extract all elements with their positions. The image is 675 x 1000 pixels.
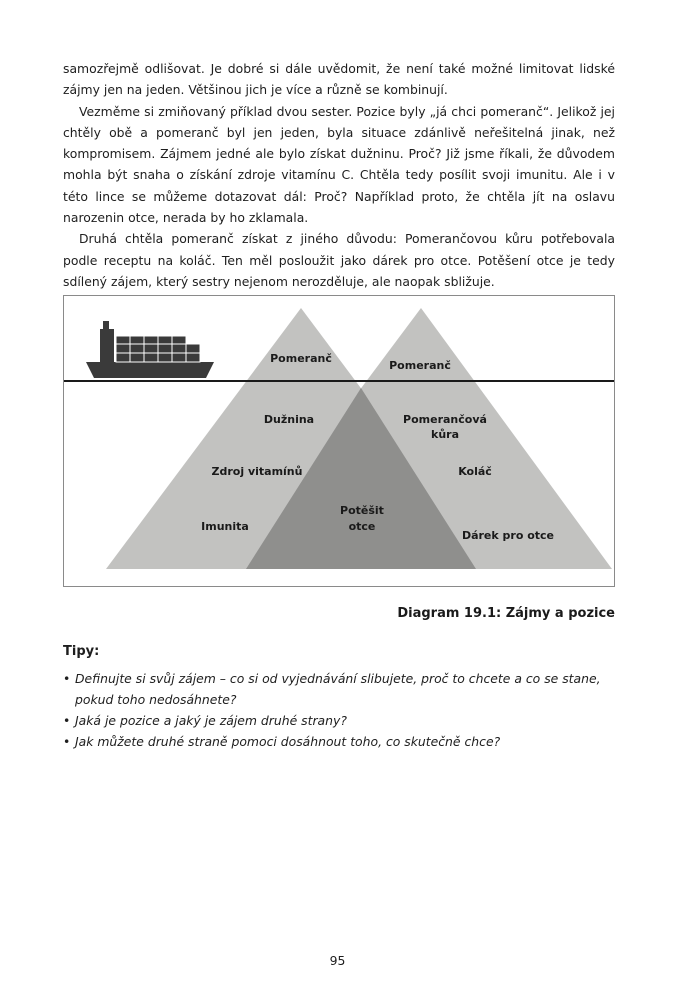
tip-item: • Jaká je pozice a jaký je zájem druhé strany?: [63, 710, 615, 731]
tip-item: • Jak můžete druhé straně pomoci dosáhnout toho, co skutečně chce?: [63, 731, 615, 752]
diagram-svg: [64, 296, 614, 586]
label-right-interest-1b: kůra: [431, 428, 459, 441]
label-left-interest-1: Dužnina: [263, 413, 315, 426]
label-right-interest-2: Koláč: [458, 465, 492, 478]
tips-list: [63, 668, 615, 752]
label-right-position: Pomeranč: [389, 359, 451, 372]
label-left-position: Pomeranč: [270, 352, 332, 365]
page-number: 95: [329, 953, 346, 968]
label-shared-1: Potěšit: [340, 504, 384, 517]
diagram-caption: Diagram 19.1: Zájmy a pozice: [397, 606, 615, 621]
paragraph: samozřejmě odlišovat. Je dobré si dále uvědomit, že není také možné limitovat lidské zájmy jen na jeden. Většinou jich je více a různě se kombinují.: [63, 61, 615, 98]
tips-title: Tipy:: [63, 644, 100, 659]
paragraph: Druhá chtěla pomeranč získat z jiného důvodu: Pomerančovou kůru potřebovala podle receptu na koláč. Ten měl posloužit jako dárek pro otce. Potěšení otce je tedy sdílený zájem, který sestry nejenom nerozděluje, ale naopak sbližuje.: [63, 231, 615, 289]
label-right-interest-1a: Pomerančová: [403, 413, 487, 426]
label-shared-2: otce: [348, 520, 376, 533]
label-right-interest-3: Dárek pro otce: [461, 529, 555, 542]
label-left-interest-2: Zdroj vitamínů: [211, 465, 303, 478]
label-left-interest-3: Imunita: [201, 520, 249, 533]
paragraph: Vezměme si zmiňovaný příklad dvou sester. Pozice byly „já chci pomeranč“. Jelikož jej chtěly obě a pomeranč byl jen jeden, byla situace zdánlivě neřešitelná jinak, než kompromisem. Zájmem jedné ale bylo získat dužninu. Proč? Již jsme říkali, že důvodem mohla být snaha o získání zdroje vitamínu C. Chtěla tedy posílit svoji imunitu. Ale i v této lince se můžeme dotazovat dál: Proč? Například proto, že chtěla jít na oslavu narozenin otce, nerada by ho zklamala.: [63, 103, 615, 226]
cargo-ship-icon: [86, 321, 214, 378]
tip-item: • Definujte si svůj zájem – co si od vyjednávání slibujete, proč to chcete a co se stane, pokud toho nedosáhnete?: [63, 668, 615, 710]
iceberg-diagram: [63, 295, 615, 587]
body-text: [63, 58, 615, 292]
